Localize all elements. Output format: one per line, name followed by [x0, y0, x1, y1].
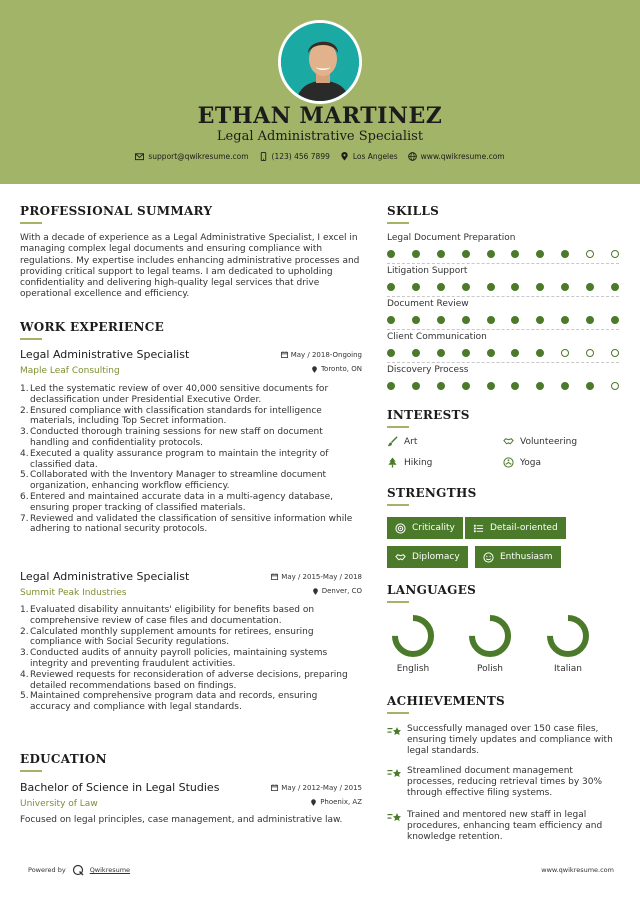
achievement-item: Trained and mentored new staff in legal procedures, enhancing team efficiency and knowledge retention. [387, 810, 619, 843]
job-1-role: Legal Administrative Specialist [20, 348, 190, 361]
job-1-header [20, 348, 362, 361]
list-item: 5. Maintained comprehensive program data and records, ensuring accuracy and compliance with legal standards. [20, 691, 318, 713]
rating-dot-filled [511, 349, 519, 357]
rating-dot-filled [561, 316, 569, 324]
rating-dot-empty [586, 250, 594, 258]
achievements-rule [387, 712, 409, 714]
education-dates: May / 2012-May / 2015 [271, 784, 362, 792]
language-name: English [396, 664, 430, 674]
phone-icon [259, 152, 268, 161]
handshake-icon [503, 436, 514, 447]
job-2-subheader [20, 587, 362, 598]
skill-rating [387, 382, 619, 390]
interests-heading: INTERESTS [387, 408, 470, 422]
candidate-name: ETHAN MARTINEZ [197, 103, 443, 129]
interest-yoga: Yoga [503, 457, 541, 468]
rating-dot-filled [511, 250, 519, 258]
skill-divider [387, 263, 619, 264]
list-icon [473, 523, 484, 534]
pin-icon [310, 799, 317, 806]
job-2-header [20, 570, 362, 583]
strength-tag: Detail-oriented [465, 517, 566, 539]
skill-divider [387, 296, 619, 297]
rating-dot-filled [387, 349, 395, 357]
rating-dot-filled [511, 382, 519, 390]
list-item: 5. Collaborated with the Inventory Manager to streamline document organization, enhancing workflow efficiency. [20, 470, 327, 492]
rating-dot-empty [586, 349, 594, 357]
rating-dot-filled [487, 382, 495, 390]
language-name: Polish [476, 664, 503, 674]
brush-icon [387, 436, 398, 447]
rating-dot-filled [487, 349, 495, 357]
languages-heading: LANGUAGES [387, 583, 477, 597]
interest-hiking: Hiking [387, 457, 432, 468]
job-1-bullets [20, 384, 360, 535]
job-2-location: Denver, CO [312, 587, 362, 595]
interest-art: Art [387, 436, 417, 447]
job-1-company: Maple Leaf Consulting [20, 365, 120, 376]
list-item: 3. Conducted thorough training sessions for new staff on document handling and confidentiality protocols. [20, 427, 323, 448]
rating-dot-filled [437, 382, 445, 390]
rating-dot-empty [611, 250, 619, 258]
list-item: 1. Led the systematic review of over 40,000 sensitive documents for declassification under Presidential Executive Order. [20, 384, 329, 405]
calendar-icon [281, 351, 288, 358]
rating-dot-empty [561, 349, 569, 357]
experience-rule [20, 338, 42, 340]
rating-dot-filled [412, 349, 420, 357]
handshake-icon [395, 552, 406, 563]
rating-dot-filled [536, 250, 544, 258]
contact-phone[interactable]: (123) 456 7899 [259, 152, 330, 161]
skill-label: Discovery Process [387, 365, 469, 375]
list-item: 6. Entered and maintained accurate data in a multi-agency database, ensuring proper tracking of classified materials. [20, 491, 333, 513]
rating-dot-filled [412, 250, 420, 258]
globe-icon [408, 152, 417, 161]
rating-dot-filled [536, 316, 544, 324]
strengths-rule [387, 504, 409, 506]
list-item: 2. Ensured compliance with classification standards for intelligence materials, including Top Secret information. [20, 405, 322, 427]
rating-dot-filled [611, 283, 619, 291]
rating-dot-filled [511, 316, 519, 324]
skill-rating [387, 283, 619, 291]
education-header [20, 781, 362, 794]
experience-heading: WORK EXPERIENCE [20, 320, 165, 334]
achievement-item: Streamlined document management processes, reducing retrieval times by 30% through effective filing systems. [387, 766, 619, 799]
skill-rating [387, 349, 619, 357]
rating-dot-filled [437, 283, 445, 291]
rating-dot-filled [536, 283, 544, 291]
pin-icon [311, 366, 318, 373]
job-1-location: Toronto, ON [311, 365, 362, 373]
job-2-bullets [20, 605, 360, 713]
rating-dot-filled [586, 382, 594, 390]
list-item: 3. Conducted audits of annuity payroll policies, maintaining systems integrity and preventing fraudulent activities. [20, 648, 328, 669]
location-icon [340, 152, 349, 161]
skill-divider [387, 362, 619, 363]
job-1-dates: May / 2018-Ongoing [281, 351, 362, 359]
rating-dot-filled [561, 283, 569, 291]
candidate-title: Legal Administrative Specialist [216, 129, 424, 144]
language-level-ring [468, 614, 512, 658]
education-location: Phoenix, AZ [310, 798, 362, 806]
education-heading: EDUCATION [20, 752, 107, 766]
email-icon [135, 152, 144, 161]
pin-icon [312, 588, 319, 595]
language-item [538, 614, 598, 674]
rating-dot-filled [511, 283, 519, 291]
calendar-icon [271, 784, 278, 791]
rating-dot-filled [387, 382, 395, 390]
rating-dot-filled [561, 382, 569, 390]
interest-volunteering: Volunteering [503, 436, 577, 447]
profile-photo [281, 23, 362, 104]
rating-dot-filled [462, 316, 470, 324]
list-item: 2. Calculated monthly supplement amounts for retirees, ensuring compliance with Social Security regulations. [20, 626, 314, 648]
rating-dot-empty [611, 349, 619, 357]
rating-dot-filled [387, 316, 395, 324]
rating-dot-filled [437, 250, 445, 258]
languages-rule [387, 601, 409, 603]
rating-dot-filled [437, 349, 445, 357]
rating-dot-filled [462, 283, 470, 291]
summary-heading: PROFESSIONAL SUMMARY [20, 204, 213, 218]
achievements-heading: ACHIEVEMENTS [387, 694, 506, 708]
language-name: Italian [554, 664, 582, 674]
rating-dot-filled [561, 250, 569, 258]
rating-dot-filled [387, 250, 395, 258]
list-item: 7. Reviewed and validated the classification of sensitive information while adhering to national security protocols. [20, 513, 353, 535]
skill-label: Legal Document Preparation [387, 233, 516, 243]
footer-powered-by: Powered by Qwikresume [28, 866, 131, 874]
rating-dot-filled [387, 283, 395, 291]
education-subheader [20, 798, 362, 809]
resume-header [0, 0, 640, 184]
rating-dot-filled [462, 349, 470, 357]
contact-location[interactable]: Los Angeles [340, 152, 398, 161]
language-level-ring [546, 614, 590, 658]
rating-dot-filled [536, 382, 544, 390]
smile-icon [483, 552, 494, 563]
skill-label: Document Review [387, 299, 469, 309]
rating-dot-filled [462, 250, 470, 258]
rating-dot-filled [412, 283, 420, 291]
footer-site-link[interactable]: www.qwikresume.com [541, 866, 614, 874]
qwikresume-logo-icon [72, 864, 84, 876]
avatar [278, 20, 362, 104]
award-list-icon [387, 725, 401, 739]
target-icon [395, 523, 406, 534]
contact-email[interactable]: support@qwikresume.com [135, 152, 248, 161]
calendar-icon [271, 573, 278, 580]
footer-brand-link[interactable]: Qwikresume [89, 866, 131, 874]
contact-bar [0, 152, 640, 161]
rating-dot-filled [412, 316, 420, 324]
award-list-icon [387, 767, 401, 781]
rating-dot-filled [536, 349, 544, 357]
summary-rule [20, 222, 42, 224]
rating-dot-filled [462, 382, 470, 390]
job-1-subheader [20, 365, 362, 376]
strength-tag: Criticality [387, 517, 463, 539]
skills-rule [387, 222, 409, 224]
job-2-company: Summit Peak Industries [20, 587, 127, 598]
list-item: 4. Executed a quality assurance program to maintain the integrity of classified data. [20, 448, 329, 470]
education-description: Focused on legal principles, case management, and administrative law. [20, 815, 343, 825]
rating-dot-filled [437, 316, 445, 324]
skill-rating [387, 250, 619, 258]
job-2-role: Legal Administrative Specialist [20, 570, 190, 583]
skills-heading: SKILLS [387, 204, 440, 218]
education-degree: Bachelor of Science in Legal Studies [20, 781, 220, 794]
strength-tag: Enthusiasm [475, 546, 561, 568]
language-item [460, 614, 520, 674]
skill-label: Client Communication [387, 332, 487, 342]
summary-text: With a decade of experience as a Legal Administrative Specialist, I excel in managing complex legal documents and ensuring compliance with regulations. My expertise includes enhancing administrative processes and providing critical support to legal teams. I am dedicated to upholding confidentiality and delivering high-quality legal services that drive operational excellence and efficiency. [20, 233, 360, 300]
tree-icon [387, 457, 398, 468]
language-level-ring [391, 614, 435, 658]
job-2-dates: May / 2015-May / 2018 [271, 573, 362, 581]
rating-dot-empty [611, 382, 619, 390]
yoga-icon [503, 457, 514, 468]
skill-divider [387, 329, 619, 330]
skill-rating [387, 316, 619, 324]
rating-dot-filled [412, 382, 420, 390]
rating-dot-filled [586, 316, 594, 324]
award-list-icon [387, 811, 401, 825]
list-item: 1. Evaluated disability annuitants' eligibility for benefits based on comprehensive review of case files and documentation. [20, 605, 315, 626]
list-item: 4. Reviewed requests for reconsideration of adverse decisions, preparing detailed recommendations based on findings. [20, 669, 348, 691]
rating-dot-filled [487, 283, 495, 291]
skill-label: Litigation Support [387, 266, 468, 276]
strengths-heading: STRENGTHS [387, 486, 477, 500]
strength-tag: Diplomacy [387, 546, 468, 568]
education-rule [20, 770, 42, 772]
rating-dot-filled [487, 250, 495, 258]
interests-rule [387, 426, 409, 428]
language-item [383, 614, 443, 674]
achievement-item: Successfully managed over 150 case files, ensuring timely updates and compliance with legal standards. [387, 724, 619, 757]
education-school: University of Law [20, 798, 98, 809]
rating-dot-filled [487, 316, 495, 324]
rating-dot-filled [611, 316, 619, 324]
rating-dot-filled [586, 283, 594, 291]
contact-website[interactable]: www.qwikresume.com [408, 152, 505, 161]
